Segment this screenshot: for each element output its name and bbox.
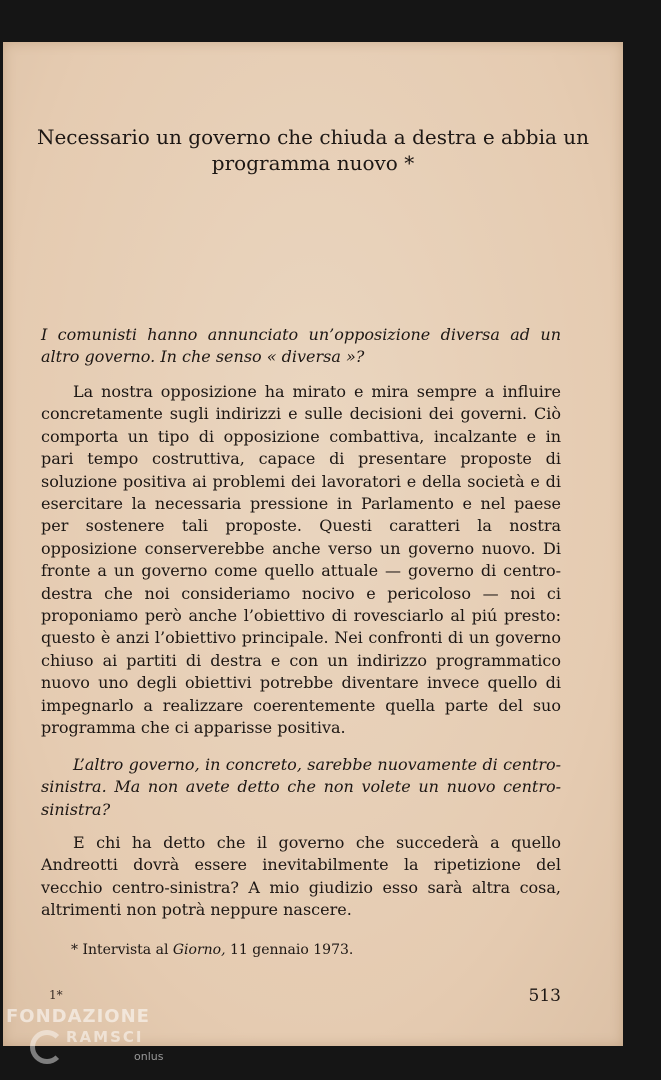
page-number: 513 [528,986,561,1006]
answer-1: La nostra opposizione ha mirato e mira sempre a influire concretamente sugli indirizzi e sulle decisioni dei governi. Ciò comporta un tipo di opposizione combattiva, incalzante e in pari tempo costruttiva, capace di presentare proposte di soluzione positiva ai problemi dei lavoratori e della società e di esercitare la necessaria pressione in Parlamento e nel paese per sostenere tali proposte. Questi caratteri la nostra opposizione conserverebbe anche verso un governo nuovo. Di fronte a un governo come quello attuale — governo di centro-destra che noi consideriamo nocivo e pericoloso — noi ci proponiamo però anche l’obiettivo di rovesciarlo al piú presto: questo è anzi l’obiettivo principale. Nei confronti di un governo chiuso ai partiti di destra e con un indirizzo programmatico nuovo uno degli obiettivi potrebbe diventare invece quello di impegnarlo a realizzare coerentemente quella parte del suo programma che ci apparisse positiva. [41,382,561,738]
watermark-g-logo-icon [30,1030,64,1064]
footnote-date: 11 gennaio 1973. [225,942,354,958]
footnote-prefix: * Intervista al [71,942,173,958]
footnote [71,942,353,958]
article-title: Necessario un governo che chiuda a destra e abbia un programma nuovo * [36,125,590,175]
question-2: L’altro governo, in concreto, sarebbe nuovamente di centro-sinistra. Ma non avete detto che non volete un nuovo centro-sinistra? [41,755,561,819]
footnote-source: Giorno, [172,942,226,958]
watermark-line1: FONDAZIONE [6,1006,150,1027]
watermark-line2: RAMSCI [66,1028,144,1046]
book-page [3,42,623,1046]
printer-signature: 1* [49,988,63,1002]
answer-2: E chi ha detto che il governo che succederà a quello Andreotti dovrà essere inevitabilmente la ripetizione del vecchio centro-sinistra? A mio giudizio esso sarà altra cosa, altrimenti non potrà neppure nascere. [41,833,561,920]
question-1: I comunisti hanno annunciato un’opposizione diversa ad un altro governo. In che senso « diversa »? [41,325,561,367]
watermark-line3: onlus [134,1050,164,1063]
